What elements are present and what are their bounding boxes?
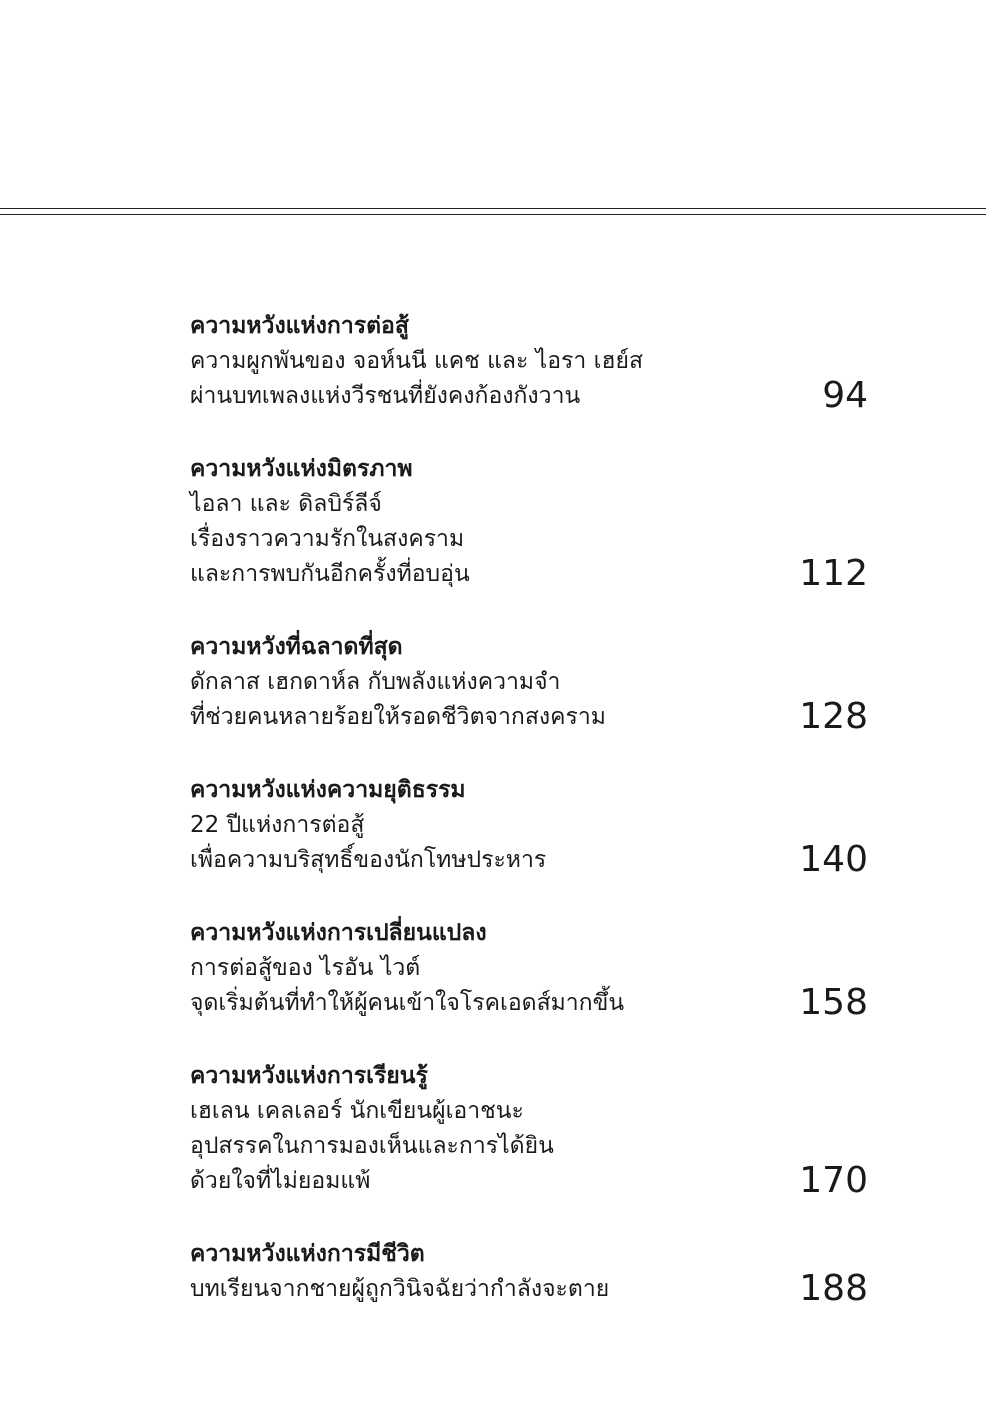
entry-page-number: 188	[799, 1268, 868, 1309]
entry-description-line: ไอลา และ ดิลบิร์ลีจ์	[190, 491, 382, 517]
entry-description-line: และการพบกันอีกครั้งที่อบอุ่น	[190, 561, 470, 587]
toc-entry	[190, 630, 868, 735]
entry-description-line: ผ่านบทเพลงแห่งวีรชนที่ยังคงก้องกังวาน	[190, 383, 581, 409]
entry-title: ความหวังแห่งการเรียนรู้	[190, 1063, 428, 1089]
entry-description-line: เพื่อความบริสุทธิ์ของนักโทษประหาร	[190, 847, 547, 873]
entry-description-line: ด้วยใจที่ไม่ยอมแพ้	[190, 1168, 371, 1194]
entry-description-line: การต่อสู้ของ ไรอัน ไวต์	[190, 955, 421, 981]
entry-description-line: อุปสรรคในการมองเห็นและการได้ยิน	[190, 1133, 554, 1159]
entry-description-line: เฮเลน เคลเลอร์ นักเขียนผู้เอาชนะ	[190, 1098, 524, 1124]
header-rule-top	[0, 208, 986, 209]
toc-entry	[190, 916, 868, 1021]
entry-description-line: บทเรียนจากชายผู้ถูกวินิจฉัยว่ากำลังจะตาย	[190, 1276, 610, 1302]
entry-description-line: ความผูกพันของ จอห์นนี แคช และ ไอรา เฮย์ส	[190, 348, 644, 374]
entry-description-line: ดักลาส เฮกดาห์ล กับพลังแห่งความจำ	[190, 669, 561, 695]
table-of-contents	[190, 309, 868, 1345]
entry-description-line: จุดเริ่มต้นที่ทำให้ผู้คนเข้าใจโรคเอดส์มากขึ้น	[190, 990, 625, 1016]
toc-entry	[190, 309, 868, 414]
entry-page-number: 158	[799, 982, 868, 1023]
entry-title: ความหวังแห่งการเปลี่ยนแปลง	[190, 920, 487, 946]
entry-page-number: 170	[799, 1160, 868, 1201]
toc-entry	[190, 773, 868, 878]
entry-description-line: ที่ช่วยคนหลายร้อยให้รอดชีวิตจากสงคราม	[190, 704, 606, 730]
entry-page-number: 140	[799, 839, 868, 880]
entry-page-number: 128	[799, 696, 868, 737]
entry-page-number: 94	[822, 375, 868, 416]
entry-title: ความหวังแห่งความยุติธรรม	[190, 777, 466, 803]
entry-description-line: เรื่องราวความรักในสงคราม	[190, 526, 465, 552]
entry-page-number: 112	[799, 553, 868, 594]
entry-title: ความหวังแห่งการมีชีวิต	[190, 1241, 425, 1267]
toc-entry	[190, 1059, 868, 1199]
entry-title: ความหวังที่ฉลาดที่สุด	[190, 634, 403, 660]
header-rule-bottom	[0, 214, 986, 215]
entry-title: ความหวังแห่งการต่อสู้	[190, 313, 409, 339]
entry-description-line: 22 ปีแห่งการต่อสู้	[190, 812, 365, 838]
toc-entry	[190, 452, 868, 592]
toc-entry	[190, 1237, 868, 1307]
entry-title: ความหวังแห่งมิตรภาพ	[190, 456, 413, 482]
